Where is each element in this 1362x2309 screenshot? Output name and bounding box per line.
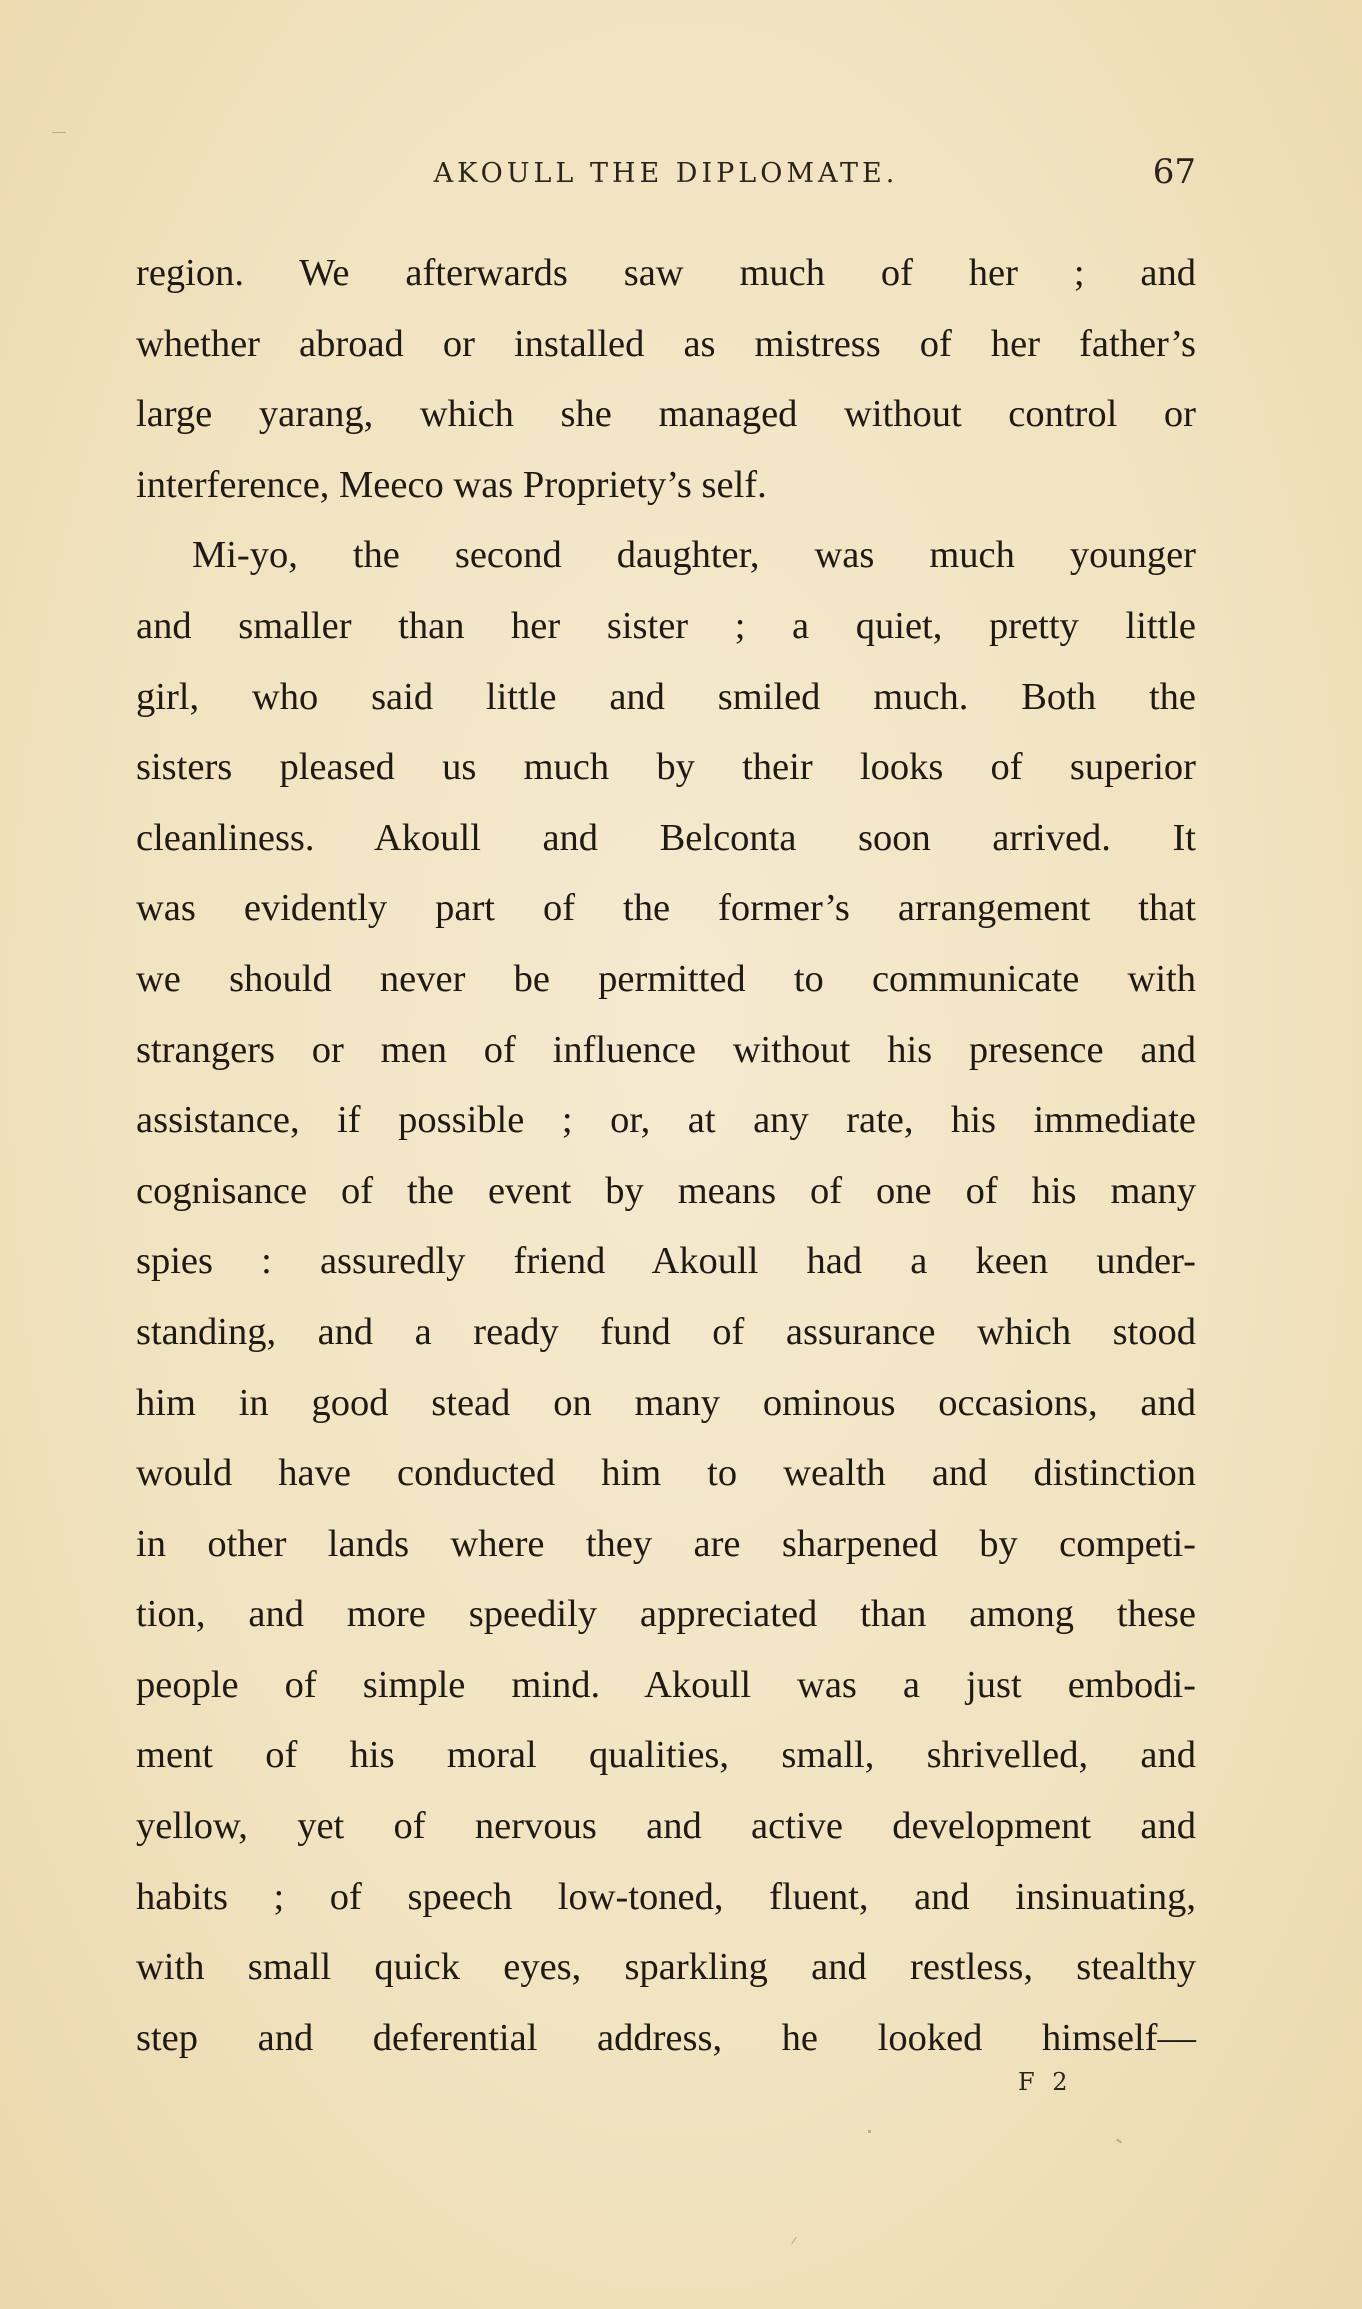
text-line: whether abroad or installed as mistress of her father’s xyxy=(136,322,1196,365)
text-line: would have conducted him to wealth and distinction xyxy=(136,1452,1196,1495)
text-line: Mi-yo, the second daughter, was much younger xyxy=(192,534,1196,577)
text-line: ment of his moral qualities, small, shrivelled, and xyxy=(136,1734,1196,1777)
text-line: interference, Meeco was Propriety’s self. xyxy=(136,463,767,506)
paper-speck xyxy=(868,2130,871,2133)
paper-speck xyxy=(791,2237,796,2244)
text-line: with small quick eyes, sparkling and restless, stealthy xyxy=(136,1946,1196,1989)
body-text xyxy=(136,238,1196,2073)
text-line: people of simple mind. Akoull was a just embodi- xyxy=(136,1663,1196,1706)
text-line: yellow, yet of nervous and active development and xyxy=(136,1805,1196,1848)
text-line: habits ; of speech low-toned, fluent, and insinuating, xyxy=(136,1875,1196,1918)
signature-mark: F 2 xyxy=(1018,2068,1073,2096)
text-line: in other lands where they are sharpened by competi- xyxy=(136,1522,1196,1565)
text-line: was evidently part of the former’s arrangement that xyxy=(136,887,1196,930)
text-line: large yarang, which she managed without control or xyxy=(136,393,1196,436)
text-line: strangers or men of influence without his presence and xyxy=(136,1028,1196,1071)
running-head xyxy=(136,152,1196,196)
page-number: 67 xyxy=(1152,152,1196,192)
paper-speck xyxy=(1116,2138,1122,2143)
text-line: him in good stead on many ominous occasions, and xyxy=(136,1381,1196,1424)
text-line: spies : assuredly friend Akoull had a keen under- xyxy=(136,1240,1196,1283)
text-line: we should never be permitted to communicate with xyxy=(136,957,1196,1000)
text-line: sisters pleased us much by their looks of superior xyxy=(136,746,1196,789)
text-line: and smaller than her sister ; a quiet, pretty little xyxy=(136,604,1196,647)
paper-speck xyxy=(52,132,66,133)
text-line: assistance, if possible ; or, at any rate, his immediate xyxy=(136,1099,1196,1142)
text-line: step and deferential address, he looked himself— xyxy=(136,2016,1196,2059)
text-line: cognisance of the event by means of one of his many xyxy=(136,1169,1196,1212)
text-line: tion, and more speedily appreciated than among these xyxy=(136,1593,1196,1636)
text-line: cleanliness. Akoull and Belconta soon arrived. It xyxy=(136,816,1196,859)
text-line: region. We afterwards saw much of her ; and xyxy=(136,252,1196,294)
running-title: AKOULL THE DIPLOMATE. xyxy=(433,158,899,189)
text-line: girl, who said little and smiled much. Both the xyxy=(136,675,1196,718)
text-line: standing, and a ready fund of assurance which stood xyxy=(136,1310,1196,1353)
